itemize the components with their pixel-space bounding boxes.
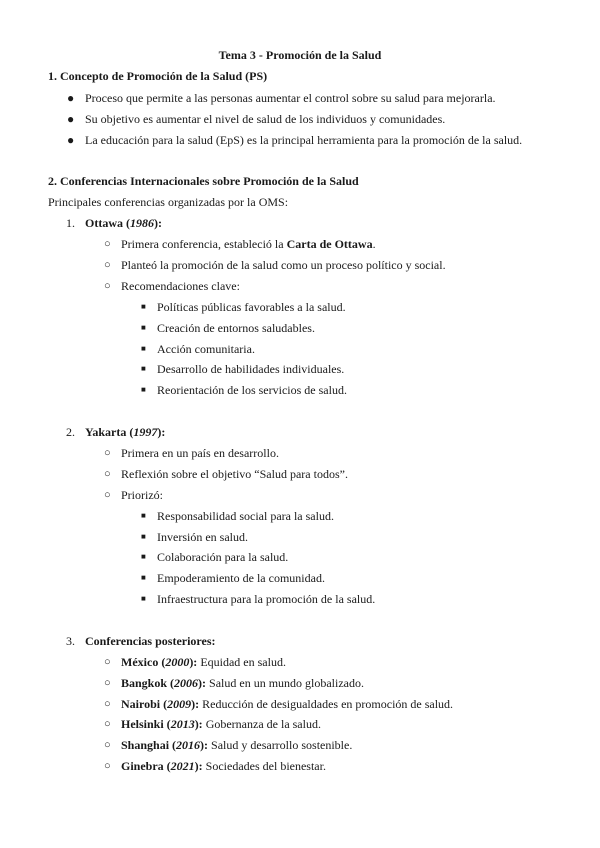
list-number: 2. — [66, 425, 75, 439]
list-item: Proceso que permite a las personas aumentar el control sobre su salud para mejorarla. — [85, 91, 496, 105]
circle-bullet-icon: ○ — [104, 280, 111, 292]
list-item: Priorizó: — [121, 488, 163, 502]
square-bullet-icon: ■ — [141, 594, 146, 603]
list-item: Primera conferencia, estableció la Carta de Ottawa. — [121, 237, 376, 251]
circle-bullet-icon: ○ — [104, 489, 111, 501]
list-item: Creación de entornos saludables. — [157, 321, 315, 335]
list-item: Acción comunitaria. — [157, 342, 255, 356]
list-item: Su objetivo es aumentar el nivel de salud de los individuos y comunidades. — [85, 112, 446, 126]
square-bullet-icon: ■ — [141, 323, 146, 332]
list-item: Primera en un país en desarrollo. — [121, 446, 279, 460]
list-item: Responsabilidad social para la salud. — [157, 509, 334, 523]
square-bullet-icon: ■ — [141, 552, 146, 561]
circle-bullet-icon: ○ — [104, 698, 111, 710]
list-item: Políticas públicas favorables a la salud. — [157, 300, 346, 314]
square-bullet-icon: ■ — [141, 511, 146, 520]
list-item: La educación para la salud (EpS) es la principal herramienta para la promoción de la salud. — [85, 133, 523, 147]
circle-bullet-icon: ○ — [104, 468, 111, 480]
square-bullet-icon: ■ — [141, 385, 146, 394]
square-bullet-icon: ■ — [141, 573, 146, 582]
list-item: Bangkok (2006): Salud en un mundo globalizado. — [121, 676, 365, 690]
conference-yakarta-heading: Yakarta (1997): — [85, 425, 166, 439]
square-bullet-icon: ■ — [141, 302, 146, 311]
list-number: 1. — [66, 216, 75, 230]
conferences-later-heading: Conferencias posteriores: — [85, 634, 216, 648]
list-item: Shanghai (2016): Salud y desarrollo sostenible. — [121, 738, 353, 752]
square-bullet-icon: ■ — [141, 364, 146, 373]
circle-bullet-icon: ○ — [104, 259, 111, 271]
list-item: Infraestructura para la promoción de la salud. — [157, 592, 376, 606]
list-item: Reorientación de los servicios de salud. — [157, 383, 347, 397]
circle-bullet-icon: ○ — [104, 656, 111, 668]
list-item: Helsinki (2013): Gobernanza de la salud. — [121, 717, 321, 731]
section-1-heading: 1. Concepto de Promoción de la Salud (PS) — [48, 69, 268, 83]
list-item: México (2000): Equidad en salud. — [121, 655, 286, 669]
circle-bullet-icon: ○ — [104, 718, 111, 730]
circle-bullet-icon: ○ — [104, 677, 111, 689]
circle-bullet-icon: ○ — [104, 760, 111, 772]
conference-ottawa-heading: Ottawa (1986): — [85, 216, 162, 230]
list-item: Empoderamiento de la comunidad. — [157, 571, 325, 585]
section-2-heading: 2. Conferencias Internacionales sobre Promoción de la Salud — [48, 174, 359, 188]
list-item: Ginebra (2021): Sociedades del bienestar. — [121, 759, 326, 773]
list-item: Inversión en salud. — [157, 530, 248, 544]
disc-bullet-icon: ● — [67, 112, 75, 126]
circle-bullet-icon: ○ — [104, 238, 111, 250]
list-item: Nairobi (2009): Reducción de desigualdades en promoción de salud. — [121, 697, 454, 711]
list-item: Colaboración para la salud. — [157, 550, 289, 564]
list-item: Reflexión sobre el objetivo “Salud para todos”. — [121, 467, 348, 481]
section-2-intro: Principales conferencias organizadas por la OMS: — [48, 195, 289, 209]
square-bullet-icon: ■ — [141, 344, 146, 353]
document-title: Tema 3 - Promoción de la Salud — [218, 48, 382, 62]
circle-bullet-icon: ○ — [104, 739, 111, 751]
list-item: Desarrollo de habilidades individuales. — [157, 362, 345, 376]
circle-bullet-icon: ○ — [104, 447, 111, 459]
square-bullet-icon: ■ — [141, 532, 146, 541]
list-item: Planteó la promoción de la salud como un proceso político y social. — [121, 258, 446, 272]
list-item: Recomendaciones clave: — [121, 279, 240, 293]
disc-bullet-icon: ● — [67, 91, 75, 105]
disc-bullet-icon: ● — [67, 133, 75, 147]
list-number: 3. — [66, 634, 75, 648]
